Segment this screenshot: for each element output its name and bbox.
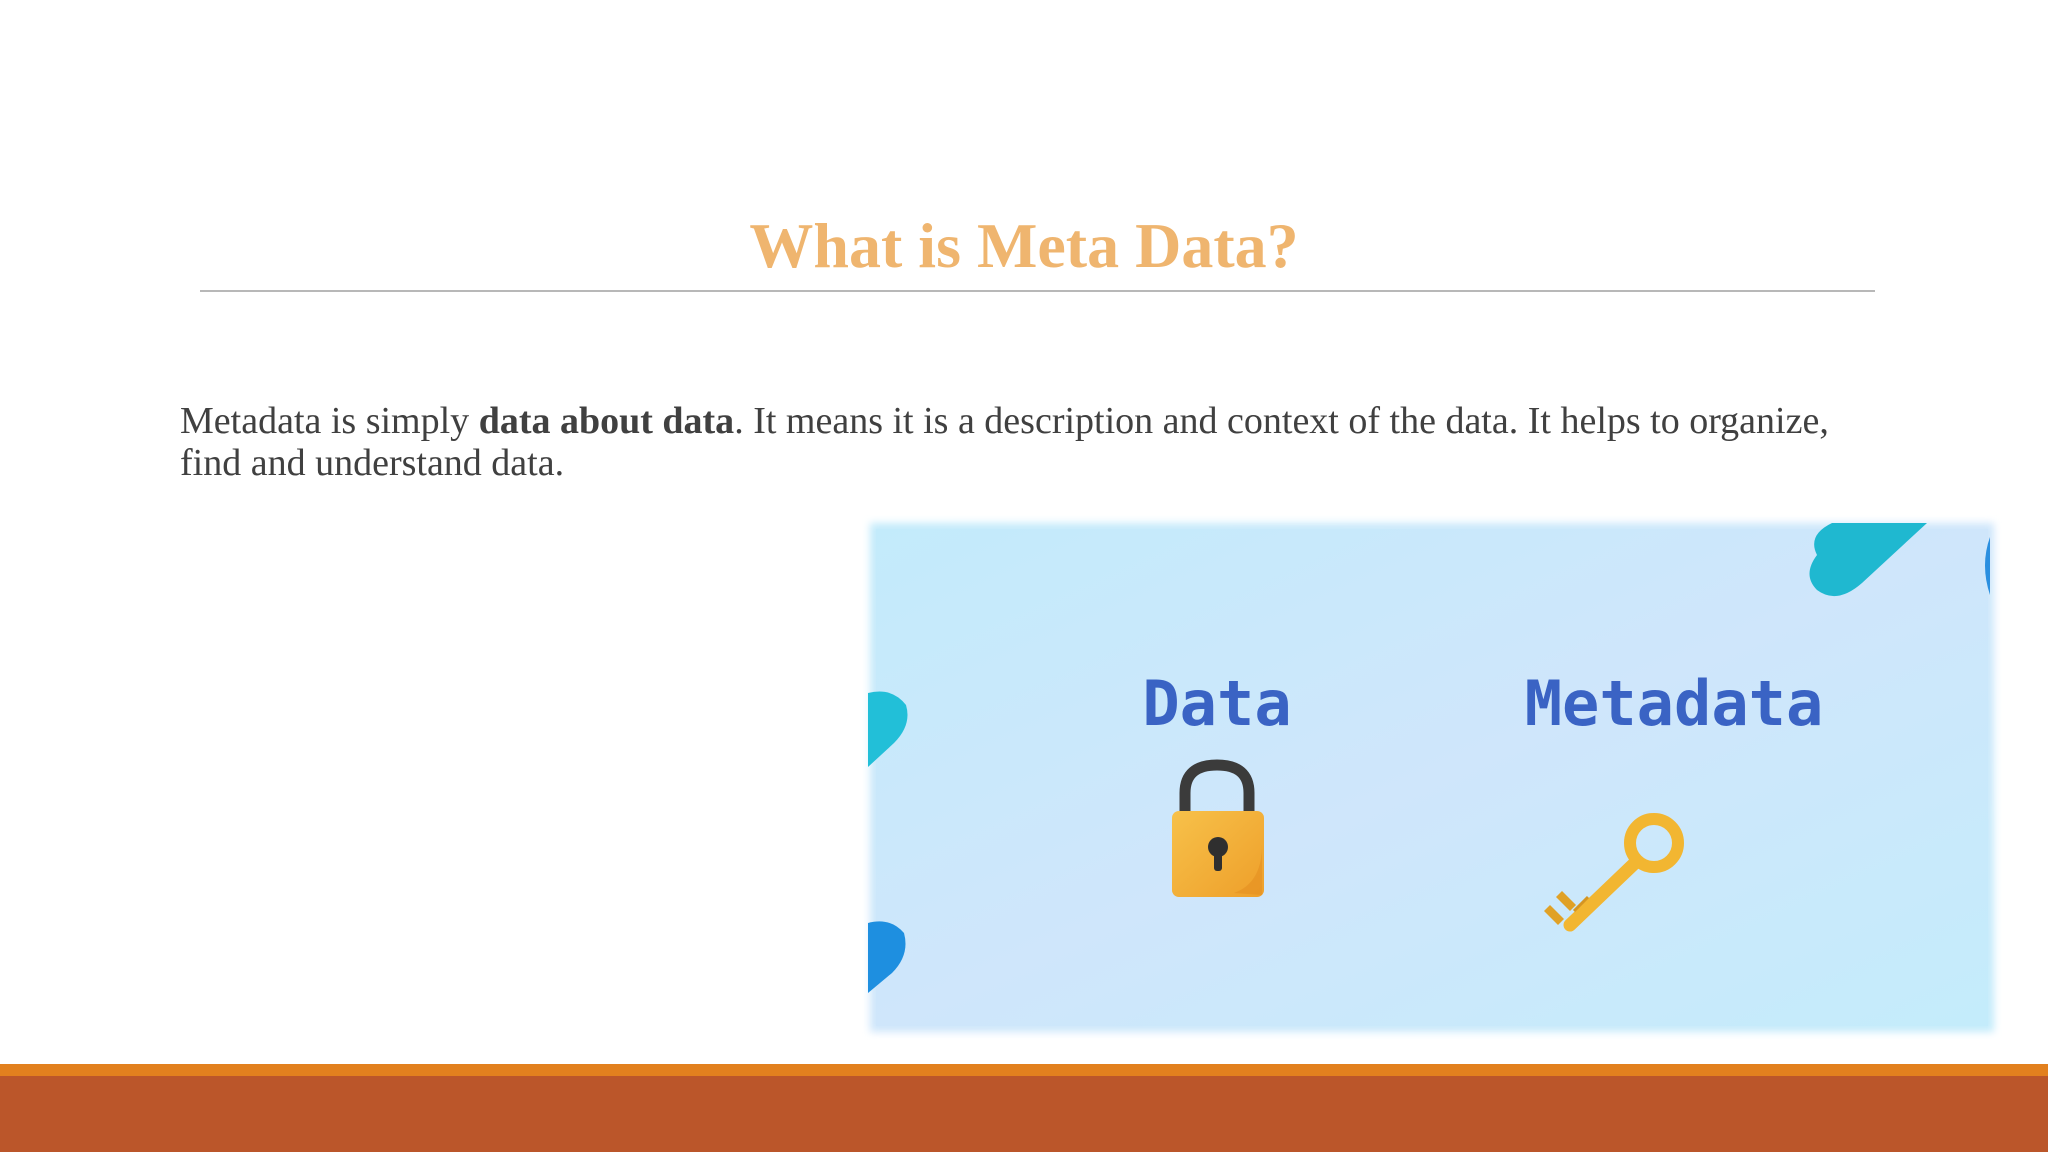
data-metadata-illustration [862,515,2002,1040]
slide-title: What is Meta Data? [749,210,1299,281]
body-text-end: . It means it is a description and context of the data. It helps to organize, find and understand data. [180,400,1829,484]
body-text-start: Metadata is simply [180,400,479,442]
label-data: Data [1142,667,1292,740]
body-text-bold: data about data [478,400,735,442]
title-divider [200,290,1875,292]
footer-band [0,1076,2048,1152]
label-metadata: Metadata [1524,667,1824,740]
footer-accent-stripe [0,1064,2048,1076]
body-paragraph [180,400,1880,484]
